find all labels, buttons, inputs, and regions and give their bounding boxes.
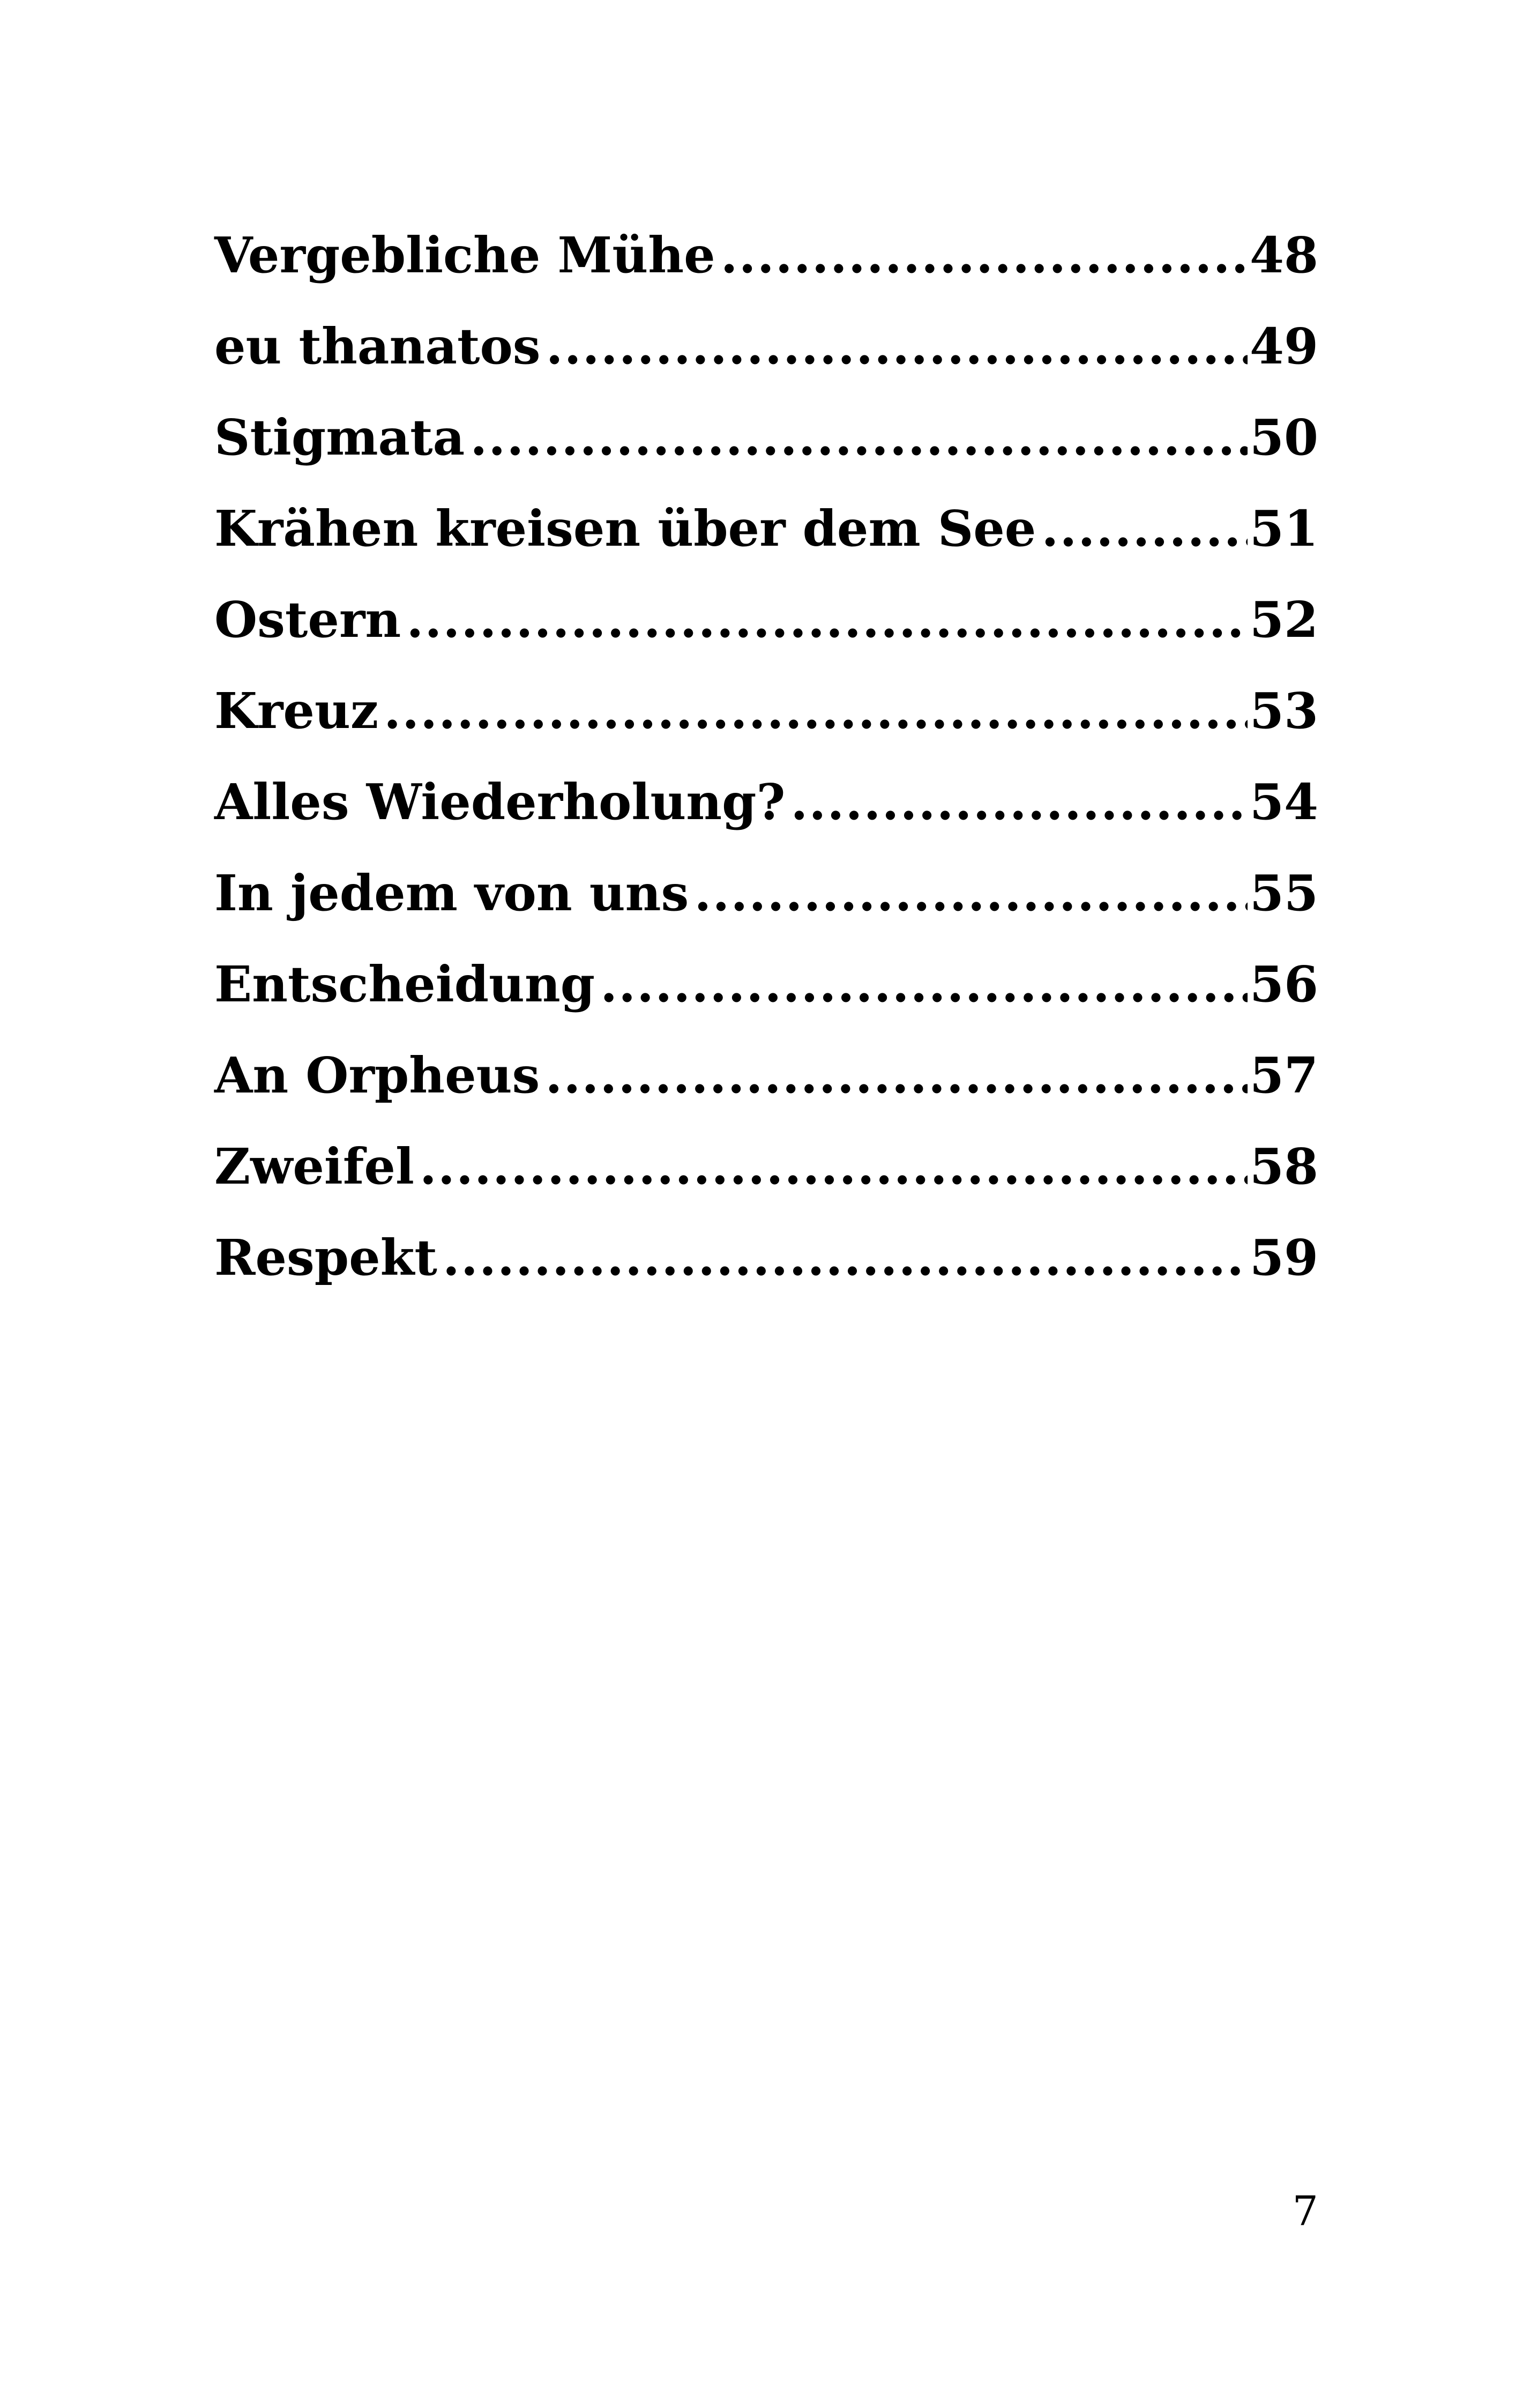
- toc-entry: [214, 1046, 1318, 1142]
- toc-entry-title: Kreuz: [214, 682, 379, 740]
- toc-entry-page: 48: [1249, 226, 1318, 284]
- toc-entry: [214, 864, 1318, 960]
- toc-entry: [214, 955, 1318, 1051]
- page-number: 7: [1292, 2187, 1318, 2235]
- toc-entry: [214, 682, 1318, 777]
- toc-dot-leader: [546, 322, 1248, 371]
- toc-dot-leader: [420, 1142, 1248, 1191]
- toc-entry-page: 50: [1249, 408, 1318, 466]
- toc-dot-leader: [443, 1233, 1248, 1282]
- toc-entry-page: 49: [1249, 317, 1318, 375]
- toc-dot-leader: [384, 686, 1248, 735]
- toc-entry-title: Alles Wiederholung?: [214, 773, 786, 831]
- toc-entry: [214, 591, 1318, 686]
- toc-entry-title: Krähen kreisen über dem See: [214, 500, 1036, 558]
- toc-entry-title: Vergebliche Mühe: [214, 226, 715, 284]
- toc-entry: [214, 1229, 1318, 1324]
- toc-dot-leader: [1041, 504, 1248, 553]
- toc-entry-title: Stigmata: [214, 408, 465, 466]
- toc-entry: [214, 317, 1318, 413]
- toc-entry-page: 52: [1249, 591, 1318, 649]
- toc-entry-title: Respekt: [214, 1229, 437, 1287]
- toc-entry-title: eu thanatos: [214, 317, 541, 375]
- toc-entry: [214, 500, 1318, 595]
- toc-entry-title: Entscheidung: [214, 955, 595, 1013]
- toc-entry-page: 51: [1249, 500, 1318, 558]
- toc-entry-page: 55: [1249, 864, 1318, 922]
- toc-entry-title: Zweifel: [214, 1138, 414, 1195]
- toc-entry-page: 54: [1249, 773, 1318, 831]
- toc-entry-page: 53: [1249, 682, 1318, 740]
- toc-entry: [214, 408, 1318, 504]
- table-of-contents: [214, 226, 1318, 1324]
- toc-entry: [214, 226, 1318, 322]
- toc-dot-leader: [406, 595, 1248, 644]
- toc-entry: [214, 1138, 1318, 1233]
- toc-dot-leader: [694, 868, 1248, 918]
- toc-entry-title: In jedem von uns: [214, 864, 689, 922]
- toc-dot-leader: [790, 777, 1248, 827]
- toc-entry-title: An Orpheus: [214, 1046, 540, 1104]
- toc-dot-leader: [721, 231, 1248, 280]
- toc-dot-leader: [545, 1051, 1248, 1100]
- toc-entry-title: Ostern: [214, 591, 401, 649]
- toc-dot-leader: [600, 960, 1248, 1009]
- toc-entry: [214, 773, 1318, 868]
- toc-entry-page: 58: [1249, 1138, 1318, 1195]
- toc-entry-page: 56: [1249, 955, 1318, 1013]
- toc-entry-page: 59: [1249, 1229, 1318, 1287]
- toc-entry-page: 57: [1249, 1046, 1318, 1104]
- toc-dot-leader: [470, 413, 1248, 462]
